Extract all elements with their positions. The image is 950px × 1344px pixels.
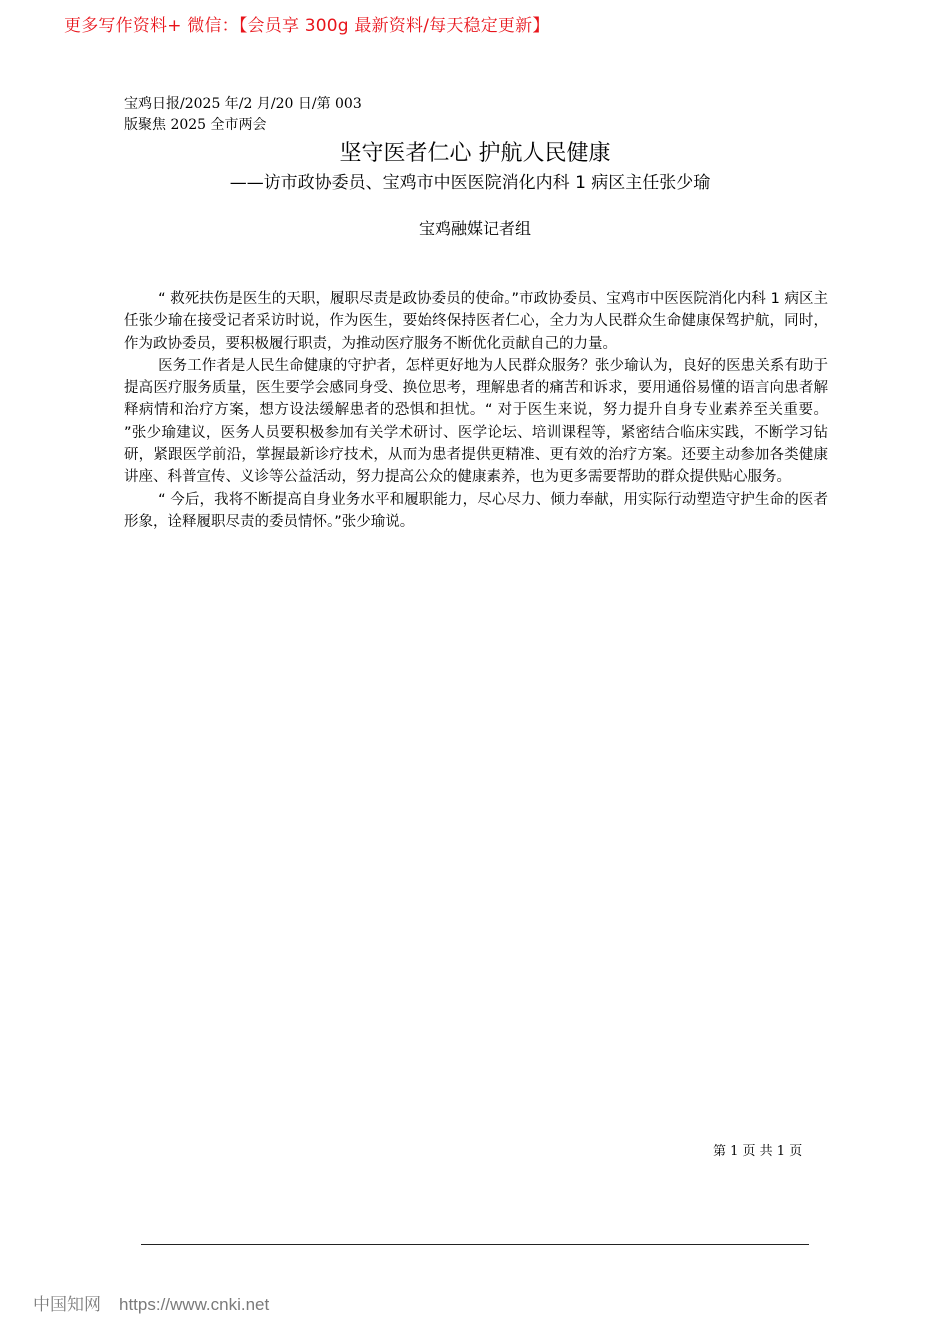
article-body — [124, 288, 828, 533]
paragraph: “ 今后，我将不断提高自身业务水平和履职能力，尽心尽力、倾力奉献，用实际行动塑造守护生命的医者形象，诠释履职尽责的委员情怀。”张少瑜说。 — [124, 491, 828, 530]
source-line: 宝鸡日报/2025 年/2 月/20 日/第 003 — [124, 96, 362, 112]
publication-meta — [124, 94, 362, 136]
paragraph: 医务工作者是人民生命健康的守护者，怎样更好地为人民群众服务？张少瑜认为，良好的医患关系有助于提高医疗服务质量，医生要学会感同身受、换位思考，理解患者的痛苦和诉求，要用通俗易懂的语言向患者解释病情和治疗方案，想方设法缓解患者的恐惧和担忧。“ 对于医生来说，努力提升自身专业素养至关重要。 ”张少瑜建议，医务人员要积极参加有关学术研讨、医学论坛、培训课程等，紧密结合临床实践，不断学习钻研，紧跟医学前沿，掌握最新诊疗技术，从而为患者提供更精准、更有效的治疗方案。还要主动参加各类健康讲座、科普宣传、义诊等公益活动，努力提高公众的健康素养，也为更多需要帮助的群众提供贴心服务。 — [124, 357, 828, 486]
page-count: 第 1 页 共 1 页 — [713, 1144, 803, 1159]
footer-divider — [141, 1244, 809, 1245]
watermark — [33, 1293, 269, 1317]
watermark-name: 中国知网 — [33, 1295, 101, 1315]
article-subtitle: ——访市政协委员、宝鸡市中医医院消化内科 1 病区主任张少瑜 — [229, 173, 711, 193]
article-author: 宝鸡融媒记者组 — [418, 219, 531, 238]
promo-banner: 更多写作资料+ 微信：【会员享 300g 最新资料/每天稳定更新】 — [64, 16, 550, 36]
article-title: 坚守医者仁心 护航人民健康 — [339, 141, 611, 166]
paragraph: “ 救死扶伤是医生的天职，履职尽责是政协委员的使命。”市政协委员、宝鸡市中医医院消化内科 1 病区主任张少瑜在接受记者采访时说，作为医生，要始终保持医者仁心，全力为人民群众生命健康保驾护航，同时，作为政协委员，要积极履行职责，为推动医疗服务不断优化贡献自己的力量。 — [124, 291, 828, 352]
section-line: 版聚焦 2025 全市两会 — [124, 117, 267, 133]
watermark-url[interactable]: https://www.cnki.net — [119, 1295, 270, 1314]
